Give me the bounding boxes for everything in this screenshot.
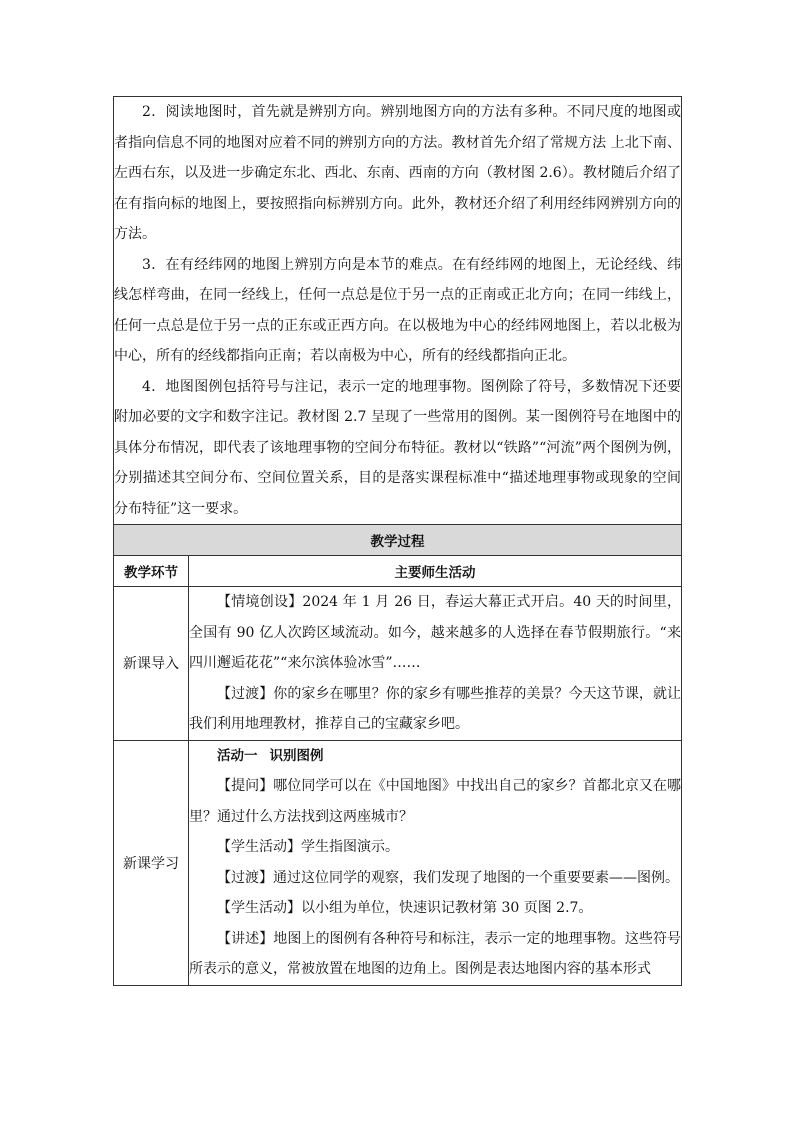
activity-paragraph: 【过渡】通过这位同学的观察，我们发现了地图的一个重要要素——图例。 — [217, 869, 679, 886]
analysis-row — [114, 97, 682, 525]
stage-column-header: 教学环节 — [114, 556, 189, 587]
activity-paragraph: 【提问】哪位同学可以在《中国地图》中找出自己的家乡？首都北京又在哪里？通过什么方法找到这两座城市？ — [189, 778, 682, 825]
stage-cell-intro: 新课导入 — [114, 587, 189, 741]
table-row — [114, 740, 682, 985]
activity-paragraph: 【讲述】地图上的图例有各种符号和标注，表示一定的地理事物。这些符号所表示的意义，常被放置在地图的边角上。图例是表达地图内容的基本形式 — [189, 930, 682, 977]
analysis-paragraph-3: 3．在有经纬网的地图上辨别方向是本节的难点。在有经纬网的地图上，无论经线、纬线怎样弯曲，在同一经线上，任何一点总是位于另一点的正南或正北方向；在同一纬线上，任何一点总是位于另一点的正东或正西方向。在以极地为中心的经纬网地图上，若以北极为中心，所有的经线都指向正南；若以南极为中心，所有的经线都指向正北。 — [114, 256, 682, 364]
activity-number: 活动一 — [217, 747, 258, 764]
stage-cell-learning: 新课学习 — [114, 740, 189, 985]
column-header-row — [114, 556, 682, 587]
lesson-plan-table — [113, 96, 682, 986]
table-row — [114, 587, 682, 741]
activity-column-header: 主要师生活动 — [189, 556, 682, 587]
activity-title — [189, 741, 681, 772]
process-header-row — [114, 525, 682, 556]
activity-paragraph: 【学生活动】以小组为单位，快速识记教材第 30 页图 2.7。 — [217, 900, 593, 916]
activity-cell-intro — [189, 587, 682, 741]
activity-paragraph: 【学生活动】学生指图演示。 — [217, 839, 399, 855]
analysis-paragraph-4: 4．地图图例包括符号与注记，表示一定的地理事物。图例除了符号，多数情况下还要附加必要的文字和数字注记。教材图 2.7 呈现了一些常用的图例。某一图例符号在地图中的具体分布情况，即代表了该地理事物的空间分布特征。教材以“铁路”“河流”两个图例为例，分别描述其空间分布、空间位置关系，目的是落实课程标准中“描述地理事物或现象的空间分布特征”这一要求。 — [114, 378, 682, 517]
process-header: 教学过程 — [114, 525, 682, 556]
activity-paragraph: 【过渡】你的家乡在哪里？你的家乡有哪些推荐的美景？今天这节课，就让我们利用地理教材，推荐自己的宝藏家乡吧。 — [189, 685, 682, 732]
activity-paragraph: 【情境创设】2024 年 1 月 26 日，春运大幕正式开启。40 天的时间里，全国有 90 亿人次跨区域流动。如今，越来越多的人选择在春节假期旅行。“来四川邂逅花花”“来尔滨体验冰雪”…… — [189, 594, 682, 671]
analysis-paragraph-2: 2．阅读地图时，首先就是辨别方向。辨别地图方向的方法有多种。不同尺度的地图或者指向信息不同的地图对应着不同的辨别方向的方法。教材首先介绍了常规方法 上北下南、左西右东，以及进一步确定东北、西北、东南、西南的方向（教材图 2.6）。教材随后介绍了在有指向标的地图上，要按照指向标辨别方向。此外，教材还介绍了利用经纬网辨别方向的方法。 — [114, 104, 682, 242]
analysis-cell — [114, 97, 682, 525]
activity-name: 识别图例 — [269, 747, 324, 764]
activity-cell-learning — [189, 740, 682, 985]
